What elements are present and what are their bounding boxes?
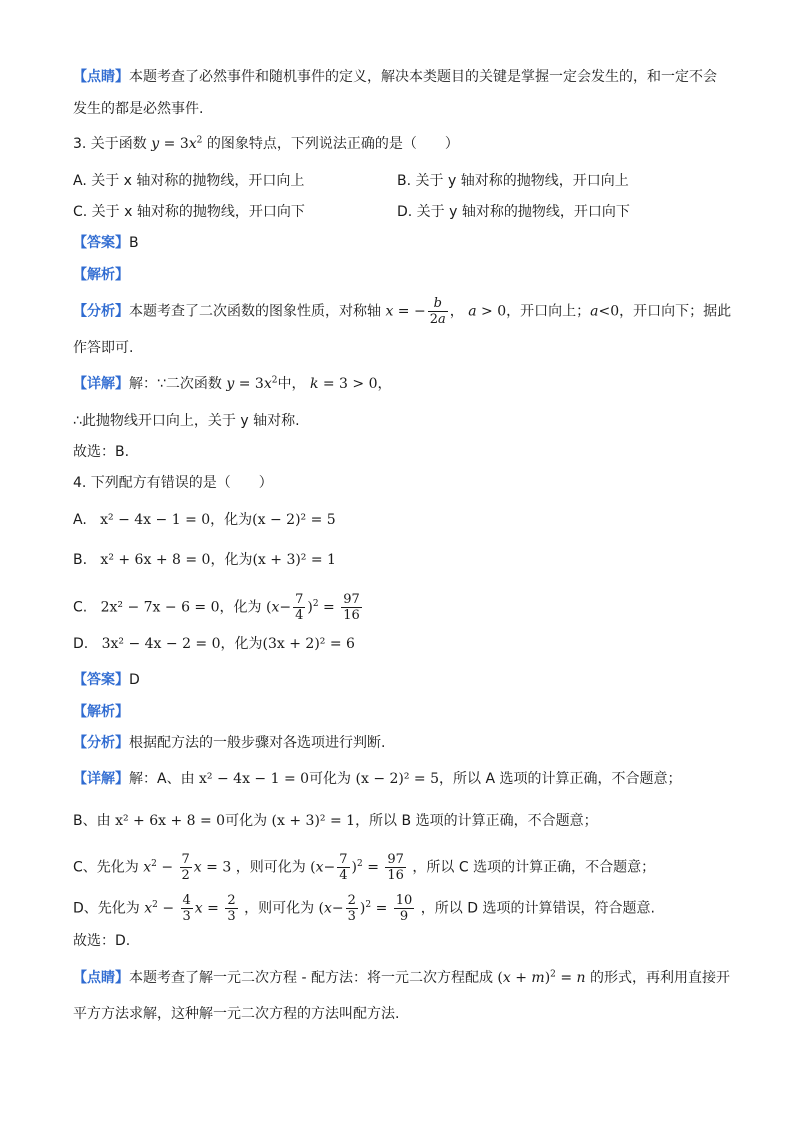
q3-option-c: C. 关于 x 轴对称的抛物线，开口向下 [73,204,305,220]
hint-text-2: 发生的都是必然事件. [73,101,204,117]
q4-option-b: B. x² + 6x + 8 = 0，化为(x + 3)² = 1 [73,552,336,568]
q3-answer-value: B [129,235,139,251]
q3-analysis-2: 作答即可. [73,340,134,356]
q4-jiexi: 【解析】 [73,704,129,720]
q3-detail-2: ∴此抛物线开口向上，关于 y 轴对称. [73,413,300,429]
q4-answer: 【答案】D [73,672,140,688]
q4-hint: 【点睛】本题考查了解一元二次方程 - 配方法：将一元二次方程配成 $(x + m)^2 = n$ 的形式，再利用直接开 [73,969,731,986]
hint-tag: 【点睛】 [73,69,129,85]
q4-option-a: A. x² − 4x − 1 = 0，化为(x − 2)² = 5 [73,512,336,528]
hint-text: 本题考查了必然事件和随机事件的定义，解决本类题目的关键是掌握一定会发生的，和一定不会 [129,69,717,85]
q4-detail-c: C、先化为 $x^2$ − $\frac{7}{2}$ x = 3 ，则可化为 (x− $\frac{7}{4}$ )$^2$ = $\frac{97}{16}$ ，所以 C 选项的计算正确，不合题意； [73,852,656,883]
q3-option-b: B. 关于 y 轴对称的抛物线，开口向上 [397,173,629,189]
q4-detail-b: B、由 x² + 6x + 8 = 0可化为 (x + 3)² = 1，所以 B 选项的计算正确，不合题意； [73,813,598,829]
q4-hint-2: 平方方法求解，这种解一元二次方程的方法叫配方法. [73,1006,400,1022]
q4-analysis: 【分析】根据配方法的一般步骤对各选项进行判断. [73,735,386,751]
q3-option-d: D. 关于 y 轴对称的抛物线，开口向下 [397,204,630,220]
hint-line-2 [73,99,203,119]
q3-choose: 故选：B. [73,444,130,460]
q3-option-a: A. 关于 x 轴对称的抛物线，开口向上 [73,173,305,189]
axis-fraction: $\frac{b}{2a}$ [429,296,446,327]
q3-function-formula: y [151,136,160,152]
q4-option-c: C. 2x² − 7x − 6 = 0，化为 (x− $\frac{7}{4}$ )$^2$ = $\frac{97}{16}$ [73,592,360,623]
q4-option-d: D. 3x² − 4x − 2 = 0，化为(3x + 2)² = 6 [73,636,355,652]
q4-detail-a: 【详解】解：A、由 x² − 4x − 1 = 0可化为 (x − 2)² = 5，所以 A 选项的计算正确，不合题意； [73,771,682,787]
q4-detail-d: D、先化为 $x^2$ − $\frac{4}{3}$ x = $\frac{2}{3}$ ，则可化为 (x− $\frac{2}{3}$ )$^2$ = $\frac{10}{9}$ ，所以 D 选项的计算错误，符合题意. [73,893,655,924]
q4-stem: 4. 下列配方有错误的是（ ） [73,475,273,491]
q3-analysis: 【分析】本题考查了二次函数的图象性质，对称轴 x = − $\frac{b}{2a}$ ， a > 0，开口向上；a<0，开口向下；据此 [73,296,732,327]
q3-stem: 3. 关于函数 $y = 3x^2$ 的图象特点，下列说法正确的是（ ） [73,135,459,152]
q4-choose: 故选：D. [73,933,131,949]
q3-jiexi: 【解析】 [73,267,129,283]
q4-answer-value: D [129,672,140,688]
q3-answer: 【答案】B [73,235,139,251]
hint-line-1 [73,67,717,87]
q3-detail: 【详解】解：∵二次函数 $y = 3x^2$中， k = 3 > 0， [73,375,392,392]
